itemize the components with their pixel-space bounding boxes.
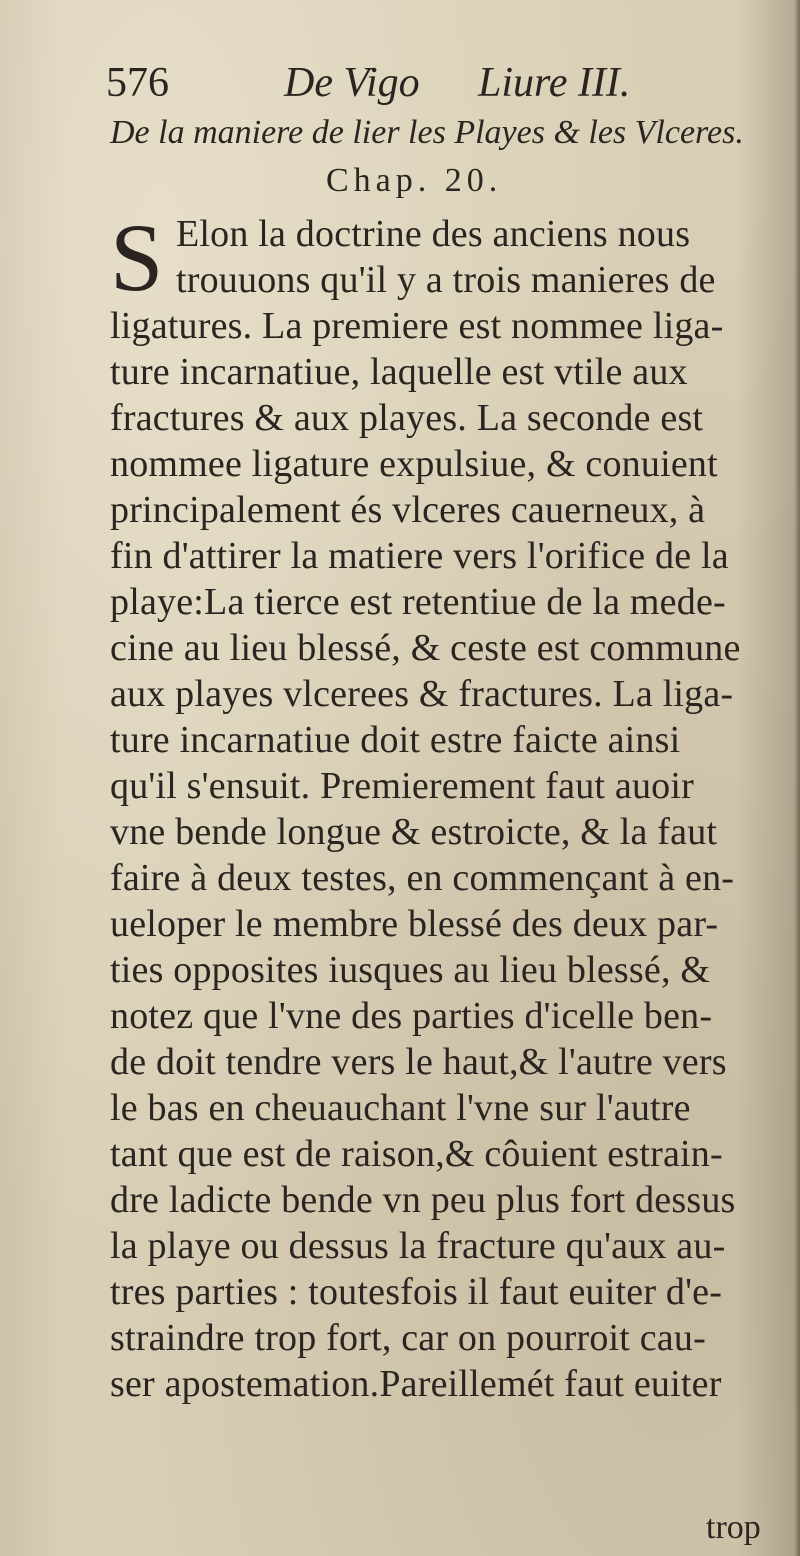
catchword: trop (706, 1509, 761, 1546)
text-line: trouuons qu'il y a trois manieres de (176, 259, 716, 301)
text-line: nommee ligature expulsiue, & conuient (110, 443, 718, 485)
running-head-author: De Vigo (284, 60, 420, 106)
text-line: faire à deux testes, en commençant à en- (110, 857, 735, 899)
text-line: cine au lieu blessé, & ceste est commune (110, 627, 741, 669)
section-title: De la maniere de lier les Playes & les Vlceres. (110, 114, 744, 151)
text-line: qu'il s'ensuit. Premierement faut auoir (110, 765, 694, 807)
text-line: ties opposites iusques au lieu blessé, & (110, 949, 711, 991)
text-line: tres parties : toutesfois il faut euiter d'e- (110, 1271, 723, 1313)
chapter-heading: Chap. 20. (326, 162, 503, 199)
page-edge-shadow (794, 0, 800, 1556)
text-line: fractures & aux playes. La seconde est (110, 397, 704, 439)
text-line: principalement és vlceres cauerneux, à (110, 489, 706, 531)
text-line: vne bende longue & estroicte, & la faut (110, 811, 718, 853)
text-line: playe:La tierce est retentiue de la mede- (110, 581, 726, 623)
text-line: ligatures. La premiere est nommee liga- (110, 305, 724, 347)
page-number: 576 (106, 60, 169, 106)
running-head (106, 58, 706, 108)
text-line: notez que l'vne des parties d'icelle ben- (110, 995, 713, 1037)
text-line: fin d'attirer la matiere vers l'orifice de la (110, 535, 729, 577)
text-line: ueloper le membre blessé des deux par- (110, 903, 719, 945)
text-line: de doit tendre vers le haut,& l'autre vers (110, 1041, 727, 1083)
text-line: la playe ou dessus la fracture qu'aux au- (110, 1225, 726, 1267)
text-line: aux playes vlcerees & fractures. La liga- (110, 673, 734, 715)
text-line: le bas en cheuauchant l'vne sur l'autre (110, 1087, 691, 1129)
running-head-book: Liure III. (478, 60, 631, 106)
text-line: ser apostemation.Pareillemét faut euiter (110, 1363, 722, 1405)
text-line: ture incarnatiue, laquelle est vtile aux (110, 351, 688, 393)
text-line: Elon la doctrine des anciens nous (176, 213, 691, 255)
text-line: tant que est de raison,& côuient estrain- (110, 1133, 723, 1175)
text-line: straindre trop fort, car on pourroit cau- (110, 1317, 706, 1359)
drop-cap: S (110, 204, 164, 311)
text-line: ture incarnatiue doit estre faicte ainsi (110, 719, 681, 761)
text-line: dre ladicte bende vn peu plus fort dessus (110, 1179, 736, 1221)
